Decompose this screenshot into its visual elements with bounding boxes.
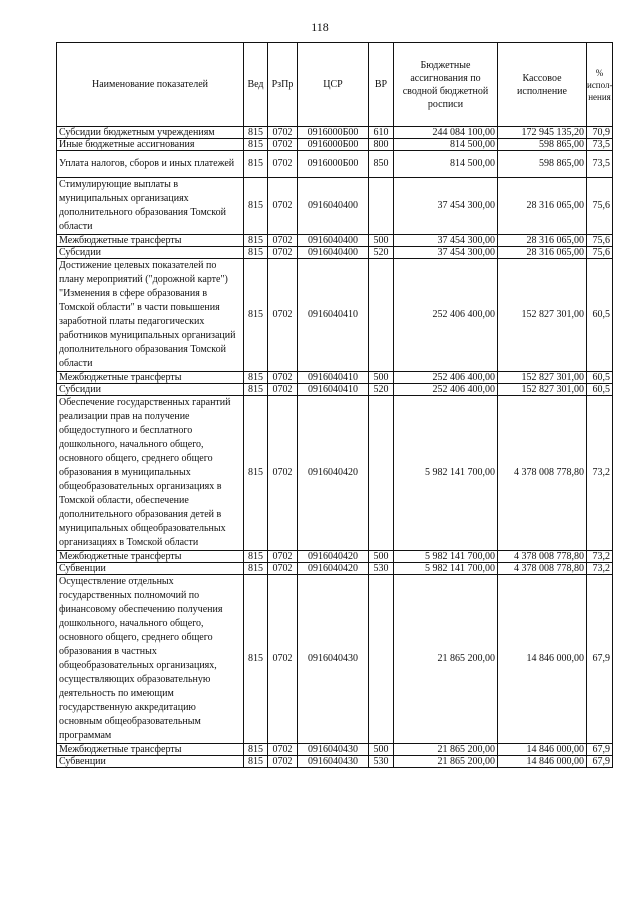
cell-rzpr: 0702 xyxy=(268,756,298,768)
cell-cash: 14 846 000,00 xyxy=(498,575,587,744)
cell-budget: 5 982 141 700,00 xyxy=(394,551,498,563)
cell-cash: 14 846 000,00 xyxy=(498,756,587,768)
cell-name: Осуществление отдельных государственных полномочий по финансовому обеспечению получения дошкольного, начального общего, основного общего, среднего общего образования в частных общеобразовательных организациях, осуществляющих образовательную деятельность по имеющим государственную аккредитацию основным общеобразовательным программам xyxy=(57,575,244,744)
cell-csr: 0916000Б00 xyxy=(298,151,369,178)
cell-vr: 500 xyxy=(369,744,394,756)
cell-csr: 0916040430 xyxy=(298,744,369,756)
cell-vr: 850 xyxy=(369,151,394,178)
cell-budget: 37 454 300,00 xyxy=(394,247,498,259)
cell-percent: 67,9 xyxy=(587,756,613,768)
cell-percent: 60,5 xyxy=(587,259,613,372)
cell-rzpr: 0702 xyxy=(268,744,298,756)
cell-csr: 0916040400 xyxy=(298,247,369,259)
table-row xyxy=(57,551,613,563)
cell-budget: 814 500,00 xyxy=(394,151,498,178)
cell-ved: 815 xyxy=(244,384,268,396)
cell-name: Субсидии xyxy=(57,384,244,396)
cell-budget: 37 454 300,00 xyxy=(394,235,498,247)
cell-vr: 530 xyxy=(369,756,394,768)
cell-ved: 815 xyxy=(244,127,268,139)
table-body xyxy=(57,127,613,768)
page-number: 118 xyxy=(311,20,329,34)
cell-cash: 28 316 065,00 xyxy=(498,235,587,247)
cell-name: Субсидии бюджетным учреждениям xyxy=(57,127,244,139)
cell-ved: 815 xyxy=(244,551,268,563)
table-row xyxy=(57,563,613,575)
cell-cash: 152 827 301,00 xyxy=(498,384,587,396)
table-row xyxy=(57,235,613,247)
cell-csr: 0916040410 xyxy=(298,372,369,384)
cell-rzpr: 0702 xyxy=(268,127,298,139)
cell-cash: 28 316 065,00 xyxy=(498,178,587,235)
cell-budget: 5 982 141 700,00 xyxy=(394,396,498,551)
cell-rzpr: 0702 xyxy=(268,575,298,744)
cell-ved: 815 xyxy=(244,396,268,551)
cell-vr xyxy=(369,396,394,551)
cell-percent: 73,2 xyxy=(587,563,613,575)
cell-percent: 73,2 xyxy=(587,551,613,563)
cell-cash: 14 846 000,00 xyxy=(498,744,587,756)
cell-percent: 75,6 xyxy=(587,178,613,235)
table-row xyxy=(57,575,613,744)
cell-cash: 172 945 135,20 xyxy=(498,127,587,139)
table-row xyxy=(57,178,613,235)
cell-vr xyxy=(369,575,394,744)
cell-name: Иные бюджетные ассигнования xyxy=(57,139,244,151)
cell-budget: 37 454 300,00 xyxy=(394,178,498,235)
cell-percent: 73,5 xyxy=(587,139,613,151)
cell-name: Субвенции xyxy=(57,756,244,768)
cell-rzpr: 0702 xyxy=(268,551,298,563)
table-row xyxy=(57,139,613,151)
cell-percent: 60,5 xyxy=(587,372,613,384)
cell-budget: 814 500,00 xyxy=(394,139,498,151)
header-cash: Кассовое исполнение xyxy=(498,43,587,127)
cell-rzpr: 0702 xyxy=(268,178,298,235)
cell-budget: 21 865 200,00 xyxy=(394,744,498,756)
table-row xyxy=(57,151,613,178)
cell-vr: 500 xyxy=(369,235,394,247)
cell-budget: 252 406 400,00 xyxy=(394,384,498,396)
cell-ved: 815 xyxy=(244,247,268,259)
cell-budget: 21 865 200,00 xyxy=(394,575,498,744)
cell-budget: 5 982 141 700,00 xyxy=(394,563,498,575)
cell-name: Обеспечение государственных гарантий реализации прав на получение общедоступного и бесплатного дошкольного, начального общего, основного общего, среднего общего образования в муниципальных общеобразовательных организациях в Томской области, обеспечение дополнительного образования детей в муниципальных общеобразовательных организациях в Томской области xyxy=(57,396,244,551)
cell-vr xyxy=(369,259,394,372)
cell-ved: 815 xyxy=(244,151,268,178)
cell-cash: 598 865,00 xyxy=(498,151,587,178)
table-row xyxy=(57,247,613,259)
cell-cash: 4 378 008 778,80 xyxy=(498,551,587,563)
cell-ved: 815 xyxy=(244,575,268,744)
header-ved: Вед xyxy=(244,43,268,127)
cell-csr: 0916000Б00 xyxy=(298,139,369,151)
cell-ved: 815 xyxy=(244,563,268,575)
cell-csr: 0916040430 xyxy=(298,756,369,768)
header-vr: ВР xyxy=(369,43,394,127)
cell-percent: 75,6 xyxy=(587,235,613,247)
cell-ved: 815 xyxy=(244,259,268,372)
cell-vr: 500 xyxy=(369,372,394,384)
cell-budget: 252 406 400,00 xyxy=(394,259,498,372)
cell-name: Субсидии xyxy=(57,247,244,259)
table-row xyxy=(57,372,613,384)
budget-execution-table xyxy=(56,42,613,768)
table-row xyxy=(57,396,613,551)
cell-csr: 0916000Б00 xyxy=(298,127,369,139)
cell-rzpr: 0702 xyxy=(268,151,298,178)
cell-rzpr: 0702 xyxy=(268,247,298,259)
table-row xyxy=(57,384,613,396)
cell-vr: 500 xyxy=(369,551,394,563)
cell-csr: 0916040400 xyxy=(298,235,369,247)
cell-name: Межбюджетные трансферты xyxy=(57,235,244,247)
cell-budget: 21 865 200,00 xyxy=(394,756,498,768)
cell-percent: 67,9 xyxy=(587,744,613,756)
cell-csr: 0916040420 xyxy=(298,551,369,563)
header-percent: % испол-нения xyxy=(587,43,613,127)
cell-ved: 815 xyxy=(244,139,268,151)
cell-csr: 0916040410 xyxy=(298,384,369,396)
cell-csr: 0916040410 xyxy=(298,259,369,372)
cell-csr: 0916040420 xyxy=(298,563,369,575)
cell-name: Межбюджетные трансферты xyxy=(57,372,244,384)
cell-cash: 152 827 301,00 xyxy=(498,259,587,372)
header-csr: ЦСР xyxy=(298,43,369,127)
table-row xyxy=(57,756,613,768)
header-budget: Бюджетные ассигнования по сводной бюджетной росписи xyxy=(394,43,498,127)
cell-vr: 520 xyxy=(369,247,394,259)
cell-cash: 152 827 301,00 xyxy=(498,372,587,384)
cell-rzpr: 0702 xyxy=(268,372,298,384)
cell-ved: 815 xyxy=(244,235,268,247)
cell-name: Уплата налогов, сборов и иных платежей xyxy=(57,151,244,178)
cell-percent: 60,5 xyxy=(587,384,613,396)
cell-vr: 530 xyxy=(369,563,394,575)
cell-name: Межбюджетные трансферты xyxy=(57,744,244,756)
cell-vr: 520 xyxy=(369,384,394,396)
cell-name: Стимулирующие выплаты в муниципальных организациях дополнительного образования Томской области xyxy=(57,178,244,235)
cell-rzpr: 0702 xyxy=(268,384,298,396)
cell-ved: 815 xyxy=(244,756,268,768)
table-row xyxy=(57,259,613,372)
cell-percent: 70,9 xyxy=(587,127,613,139)
cell-percent: 73,5 xyxy=(587,151,613,178)
cell-ved: 815 xyxy=(244,372,268,384)
cell-ved: 815 xyxy=(244,178,268,235)
cell-csr: 0916040400 xyxy=(298,178,369,235)
cell-ved: 815 xyxy=(244,744,268,756)
cell-budget: 252 406 400,00 xyxy=(394,372,498,384)
cell-rzpr: 0702 xyxy=(268,235,298,247)
cell-csr: 0916040430 xyxy=(298,575,369,744)
table-header-row xyxy=(57,43,613,127)
header-name: Наименование показателей xyxy=(57,43,244,127)
cell-csr: 0916040420 xyxy=(298,396,369,551)
cell-percent: 73,2 xyxy=(587,396,613,551)
header-rzpr: РзПр xyxy=(268,43,298,127)
cell-percent: 67,9 xyxy=(587,575,613,744)
cell-name: Достижение целевых показателей по плану мероприятий ("дорожной карте") "Изменения в сфере образования в Томской области" в части повышения заработной платы педагогических работников муниципальных организаций дополнительного образования Томской области xyxy=(57,259,244,372)
cell-cash: 4 378 008 778,80 xyxy=(498,563,587,575)
cell-percent: 75,6 xyxy=(587,247,613,259)
cell-vr: 800 xyxy=(369,139,394,151)
cell-vr xyxy=(369,178,394,235)
cell-cash: 598 865,00 xyxy=(498,139,587,151)
table-row xyxy=(57,744,613,756)
cell-name: Межбюджетные трансферты xyxy=(57,551,244,563)
cell-cash: 4 378 008 778,80 xyxy=(498,396,587,551)
cell-rzpr: 0702 xyxy=(268,563,298,575)
cell-rzpr: 0702 xyxy=(268,259,298,372)
cell-vr: 610 xyxy=(369,127,394,139)
cell-rzpr: 0702 xyxy=(268,139,298,151)
cell-budget: 244 084 100,00 xyxy=(394,127,498,139)
cell-name: Субвенции xyxy=(57,563,244,575)
table-row xyxy=(57,127,613,139)
cell-cash: 28 316 065,00 xyxy=(498,247,587,259)
cell-rzpr: 0702 xyxy=(268,396,298,551)
